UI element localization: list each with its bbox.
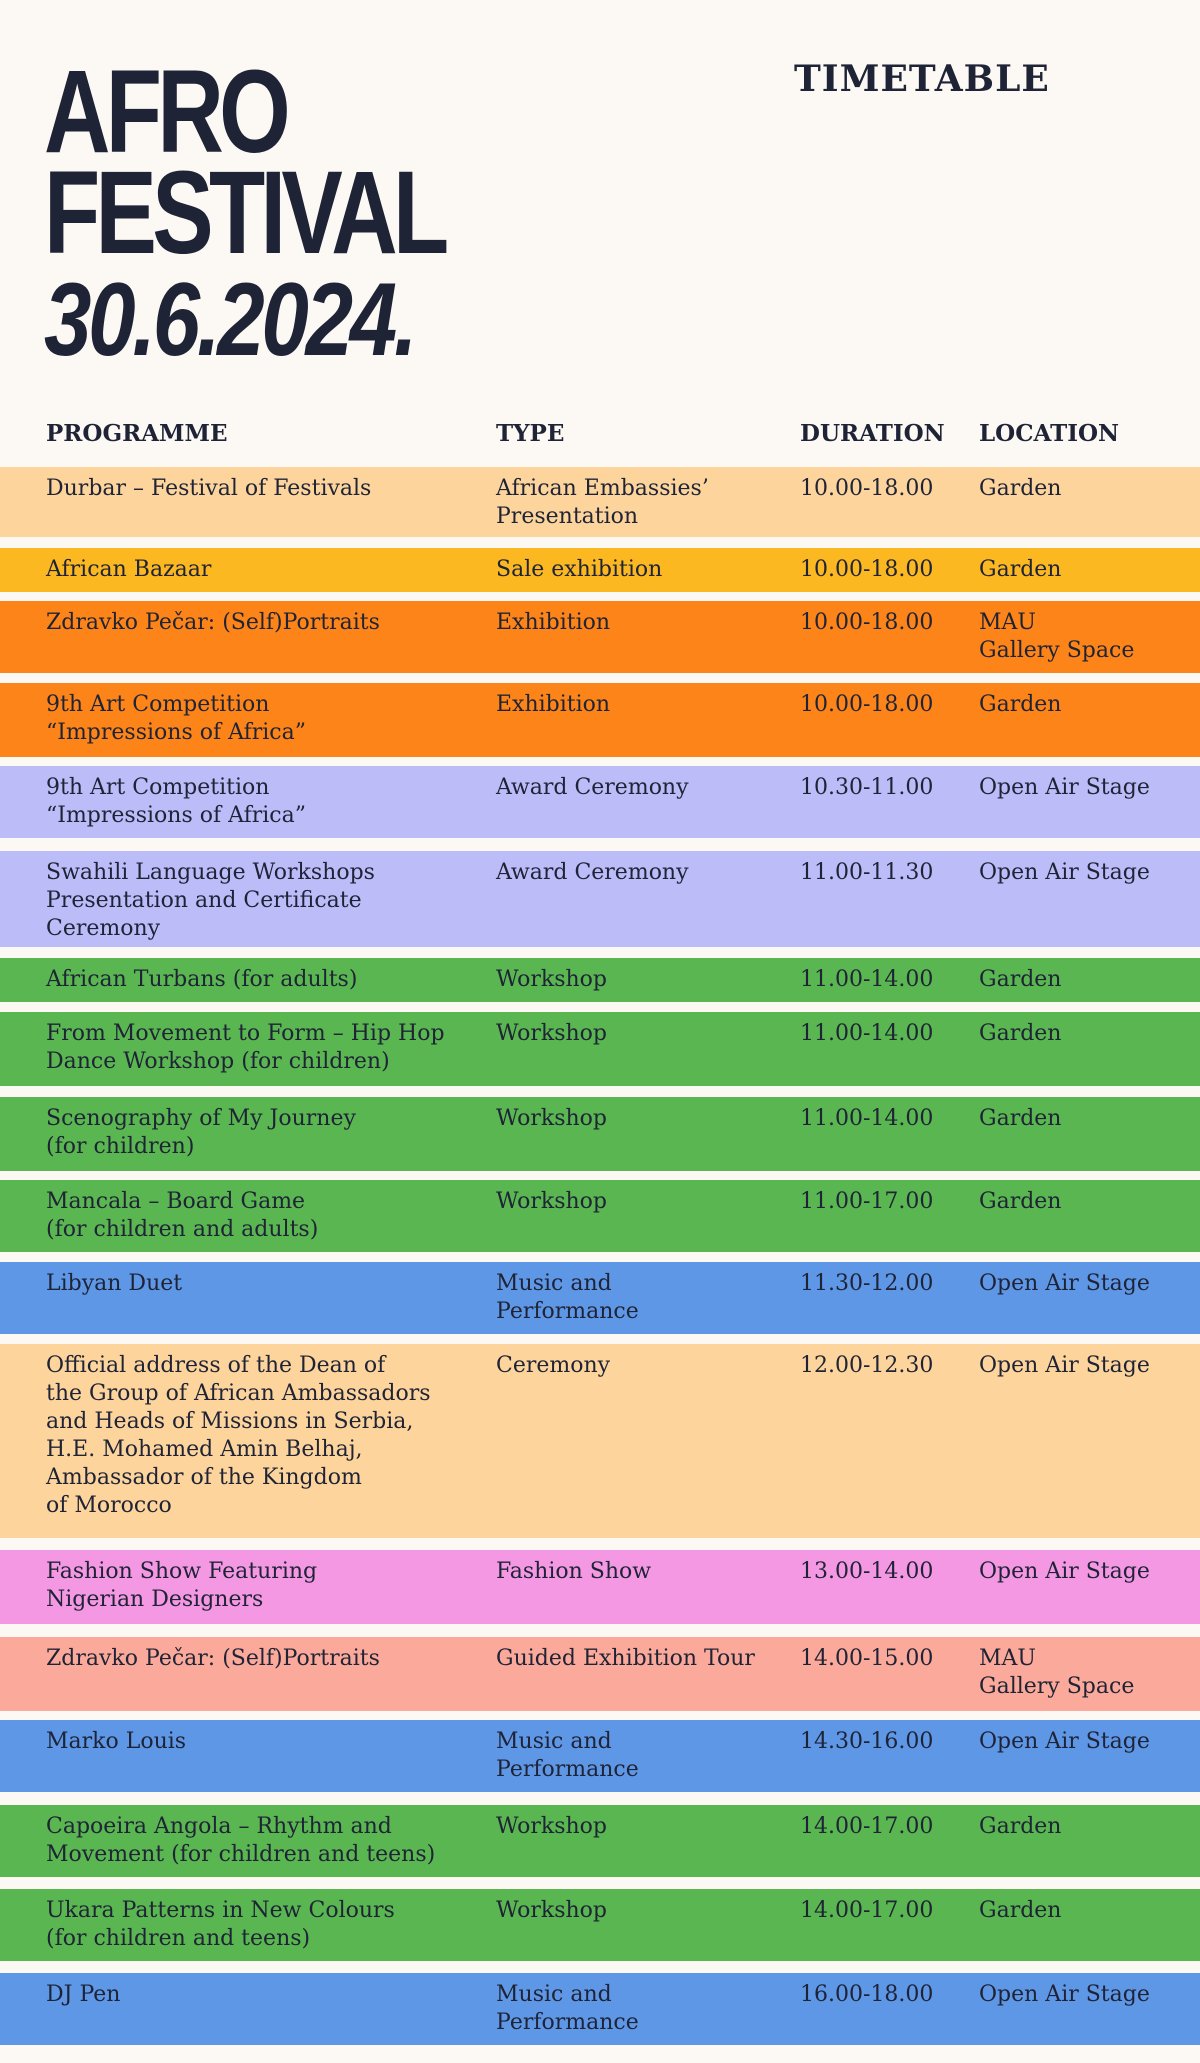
table-row <box>0 851 1200 947</box>
programme-cell: 9th Art Competition “Impressions of Africa” <box>46 692 306 745</box>
duration-cell: 10.00-18.00 <box>800 476 934 501</box>
table-row <box>0 683 1200 757</box>
programme-cell: From Movement to Form – Hip Hop Dance Workshop (for children) <box>46 1021 445 1074</box>
table-row <box>0 1889 1200 1961</box>
programme-cell: DJ Pen <box>46 1982 121 2007</box>
type-cell: African Embassies’ Presentation <box>496 476 709 529</box>
duration-cell: 13.00-14.00 <box>800 1559 934 1584</box>
duration-cell: 14.30-16.00 <box>800 1729 934 1754</box>
location-cell: Open Air Stage <box>979 1271 1150 1296</box>
duration-cell: 10.00-18.00 <box>800 557 934 582</box>
table-row <box>0 1097 1200 1171</box>
type-cell: Fashion Show <box>496 1559 652 1584</box>
table-row <box>0 1973 1200 2045</box>
type-cell: Music and Performance <box>496 1982 639 2035</box>
duration-cell: 11.00-17.00 <box>800 1189 934 1214</box>
programme-cell: Swahili Language Workshops Presentation and Certificate Ceremony <box>46 860 375 941</box>
table-row <box>0 1012 1200 1086</box>
type-cell: Ceremony <box>496 1353 611 1378</box>
table-row <box>0 1262 1200 1334</box>
header-location: LOCATION <box>979 420 1120 447</box>
programme-cell: African Bazaar <box>46 557 212 582</box>
duration-cell: 11.00-14.00 <box>800 967 934 992</box>
type-cell: Exhibition <box>496 610 611 635</box>
duration-cell: 10.00-18.00 <box>800 610 934 635</box>
type-cell: Guided Exhibition Tour <box>496 1646 755 1671</box>
table-row <box>0 1720 1200 1792</box>
table-row <box>0 1180 1200 1252</box>
duration-cell: 14.00-15.00 <box>800 1646 934 1671</box>
duration-cell: 11.00-14.00 <box>800 1021 934 1046</box>
table-row <box>0 958 1200 1002</box>
type-cell: Workshop <box>496 1021 607 1046</box>
table-row <box>0 548 1200 592</box>
location-cell: Garden <box>979 692 1062 717</box>
programme-cell: Scenography of My Journey (for children) <box>46 1106 356 1159</box>
header-duration: DURATION <box>800 420 945 447</box>
duration-cell: 16.00-18.00 <box>800 1982 934 2007</box>
duration-cell: 12.00-12.30 <box>800 1353 934 1378</box>
programme-cell: Libyan Duet <box>46 1271 183 1296</box>
location-cell: Garden <box>979 476 1062 501</box>
type-cell: Workshop <box>496 1189 607 1214</box>
programme-cell: Official address of the Dean of the Group of African Ambassadors and Heads of Missions in Serbia, H.E. Mohamed Amin Belhaj, Ambassador of the Kingdom of Morocco <box>46 1353 431 1518</box>
location-cell: Open Air Stage <box>979 1559 1150 1584</box>
location-cell: Garden <box>979 1106 1062 1131</box>
type-cell: Sale exhibition <box>496 557 663 582</box>
location-cell: Garden <box>979 1189 1062 1214</box>
type-cell: Music and Performance <box>496 1271 639 1324</box>
type-cell: Workshop <box>496 967 607 992</box>
location-cell: Open Air Stage <box>979 1729 1150 1754</box>
location-cell: Garden <box>979 967 1062 992</box>
programme-cell: Zdravko Pečar: (Self)Portraits <box>46 610 380 635</box>
duration-cell: 10.30-11.00 <box>800 775 934 800</box>
programme-cell: Mancala – Board Game (for children and adults) <box>46 1189 319 1242</box>
programme-cell: Durbar – Festival of Festivals <box>46 476 372 501</box>
table-row <box>0 1637 1200 1711</box>
table-row <box>0 1344 1200 1538</box>
type-cell: Workshop <box>496 1106 607 1131</box>
location-cell: Open Air Stage <box>979 775 1150 800</box>
programme-cell: Marko Louis <box>46 1729 187 1754</box>
location-cell: Open Air Stage <box>979 1353 1150 1378</box>
type-cell: Award Ceremony <box>496 860 689 885</box>
programme-cell: Fashion Show Featuring Nigerian Designers <box>46 1559 318 1612</box>
duration-cell: 14.00-17.00 <box>800 1898 934 1923</box>
type-cell: Exhibition <box>496 692 611 717</box>
location-cell: Open Air Stage <box>979 860 1150 885</box>
location-cell: Garden <box>979 1814 1062 1839</box>
duration-cell: 11.30-12.00 <box>800 1271 934 1296</box>
table-row <box>0 467 1200 537</box>
location-cell: Garden <box>979 1021 1062 1046</box>
type-cell: Workshop <box>496 1898 607 1923</box>
duration-cell: 10.00-18.00 <box>800 692 934 717</box>
programme-cell: African Turbans (for adults) <box>46 967 358 992</box>
table-row <box>0 1550 1200 1624</box>
location-cell: Garden <box>979 1898 1062 1923</box>
location-cell: Open Air Stage <box>979 1982 1150 2007</box>
type-cell: Award Ceremony <box>496 775 689 800</box>
programme-cell: 9th Art Competition “Impressions of Africa” <box>46 775 306 828</box>
title-line-festival: FESTIVAL <box>44 147 445 279</box>
location-cell: MAU Gallery Space <box>979 1646 1135 1699</box>
duration-cell: 11.00-11.30 <box>800 860 934 885</box>
festival-date: 30.6.2024. <box>44 262 415 378</box>
table-row <box>0 601 1200 673</box>
location-cell: Garden <box>979 557 1062 582</box>
column-headers <box>0 420 1200 458</box>
header-type: TYPE <box>496 420 565 447</box>
programme-cell: Zdravko Pečar: (Self)Portraits <box>46 1646 380 1671</box>
duration-cell: 11.00-14.00 <box>800 1106 934 1131</box>
location-cell: MAU Gallery Space <box>979 610 1135 663</box>
festival-title <box>44 46 558 378</box>
type-cell: Workshop <box>496 1814 607 1839</box>
duration-cell: 14.00-17.00 <box>800 1814 934 1839</box>
table-row <box>0 1805 1200 1877</box>
table-row <box>0 766 1200 838</box>
type-cell: Music and Performance <box>496 1729 639 1782</box>
programme-cell: Capoeira Angola – Rhythm and Movement (for children and teens) <box>46 1814 436 1867</box>
header-programme: PROGRAMME <box>46 420 228 447</box>
programme-cell: Ukara Patterns in New Colours (for children and teens) <box>46 1898 395 1951</box>
timetable-label: TIMETABLE <box>794 58 1050 100</box>
title-line-afro: AFRO <box>44 46 287 178</box>
